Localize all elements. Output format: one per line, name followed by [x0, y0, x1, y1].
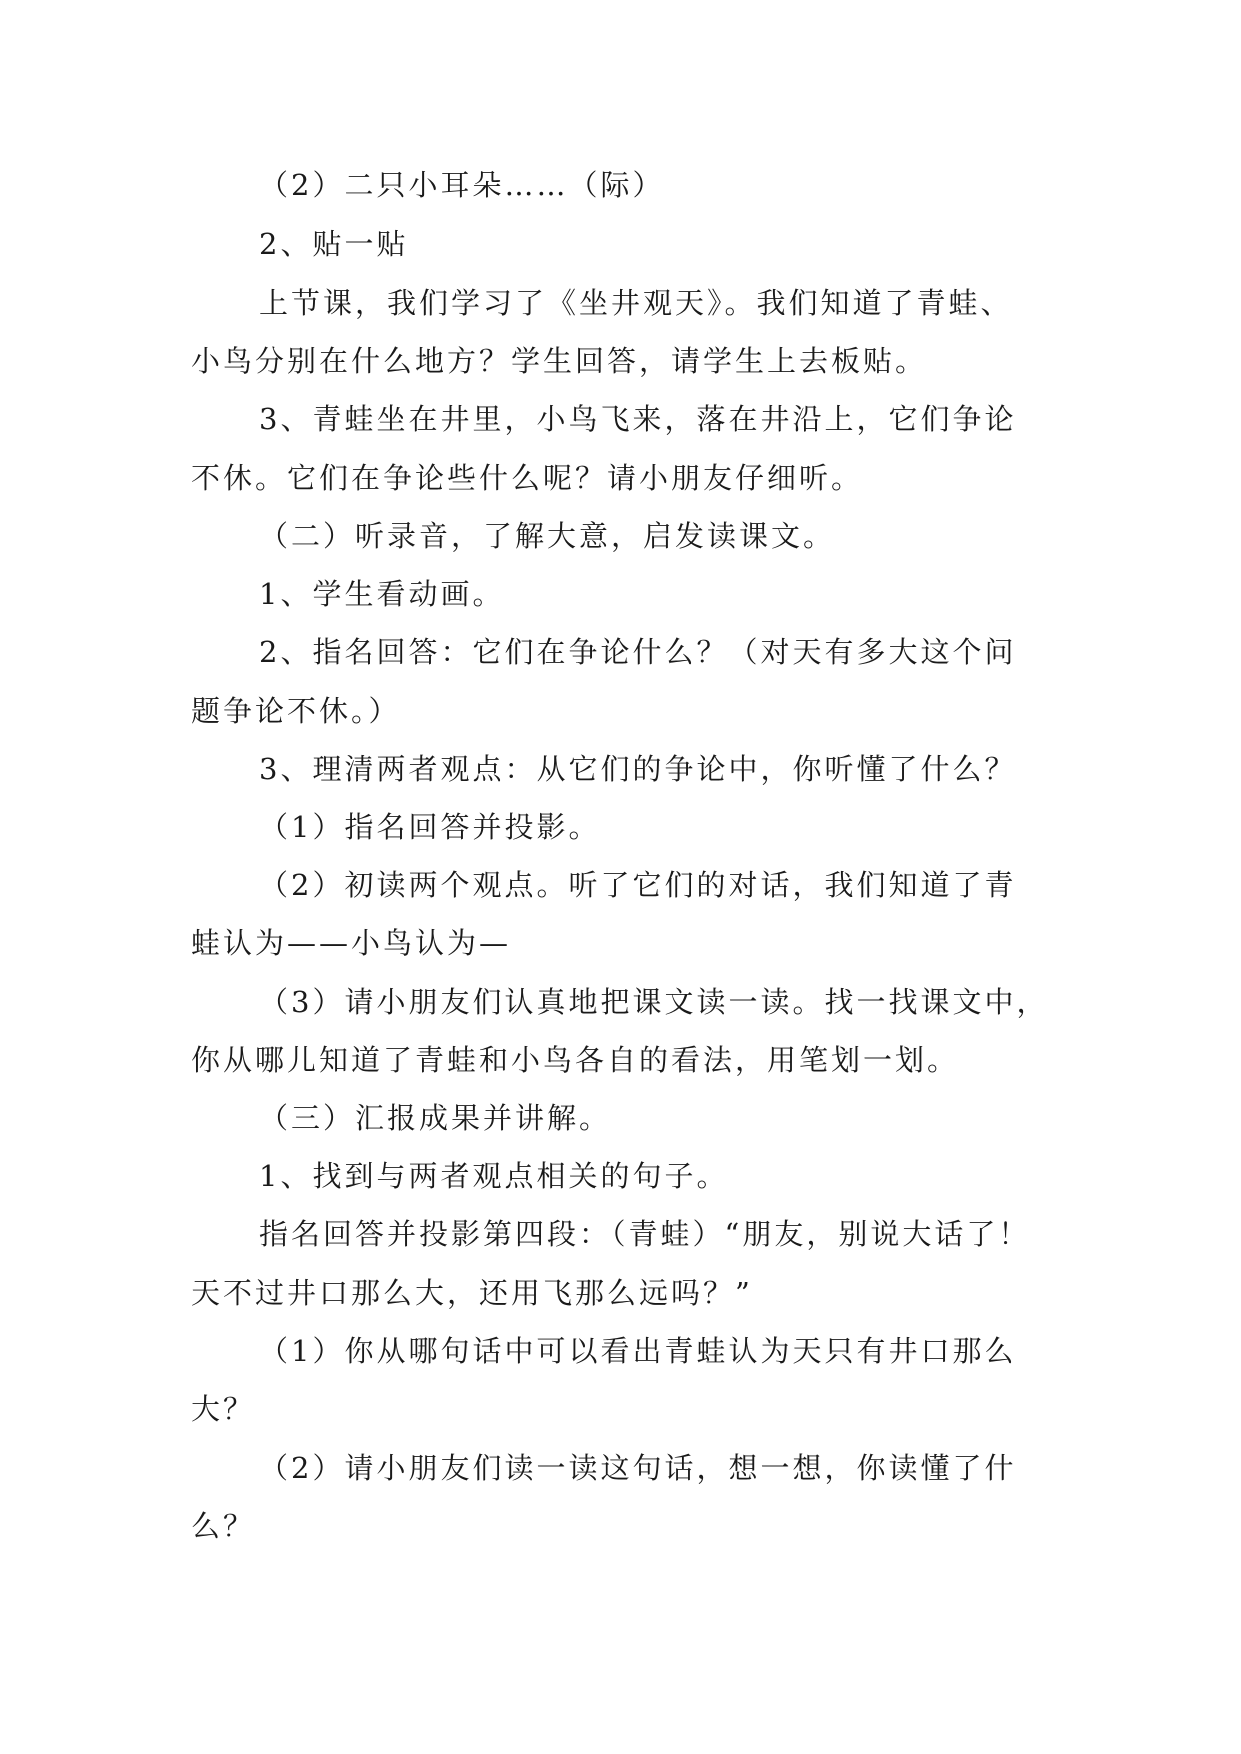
text-line: 1、学生看动画。 [259, 577, 505, 611]
text-line: 上节课，我们学习了《坐井观天》。我们知道了青蛙、 [259, 286, 1013, 320]
text-line: （2）请小朋友们读一读这句话，想一想，你读懂了什 [259, 1451, 1017, 1485]
text-line: 大？ [191, 1392, 256, 1426]
text-line: （1）指名回答并投影。 [259, 810, 601, 844]
text-line: 小鸟分别在什么地方？学生回答，请学生上去板贴。 [191, 344, 928, 378]
text-line: 天不过井口那么大，还用飞那么远吗？” [191, 1276, 753, 1310]
text-line: （二）听录音，了解大意，启发读课文。 [259, 519, 836, 553]
text-line: （2）二只小耳朵……（际） [259, 168, 665, 202]
text-line: 不休。它们在争论些什么呢？请小朋友仔细听。 [191, 461, 864, 495]
text-line: （3）请小朋友们认真地把课文读一读。找一找课文中， [259, 985, 1049, 1019]
text-line: 么？ [191, 1509, 256, 1543]
text-line: 指名回答并投影第四段：（青蛙）“朋友，别说大话了！ [259, 1217, 1031, 1251]
text-line: （三）汇报成果并讲解。 [259, 1101, 612, 1135]
text-line: 你从哪儿知道了青蛙和小鸟各自的看法，用笔划一划。 [191, 1043, 960, 1077]
text-line: 蛙认为——小鸟认为— [191, 926, 512, 960]
text-line: 2、指名回答：它们在争论什么？（对天有多大这个问 [259, 635, 1017, 669]
text-line: （1）你从哪句话中可以看出青蛙认为天只有井口那么 [259, 1334, 1017, 1368]
text-line: 2、贴一贴 [259, 227, 409, 261]
text-line: 3、青蛙坐在井里，小鸟飞来，落在井沿上，它们争论 [259, 402, 1017, 436]
text-line: （2）初读两个观点。听了它们的对话，我们知道了青 [259, 868, 1017, 902]
text-line: 3、理清两者观点：从它们的争论中，你听懂了什么？ [259, 752, 1017, 786]
text-line: 1、找到与两者观点相关的句子。 [259, 1159, 729, 1193]
text-line: 题争论不休。） [191, 694, 401, 728]
